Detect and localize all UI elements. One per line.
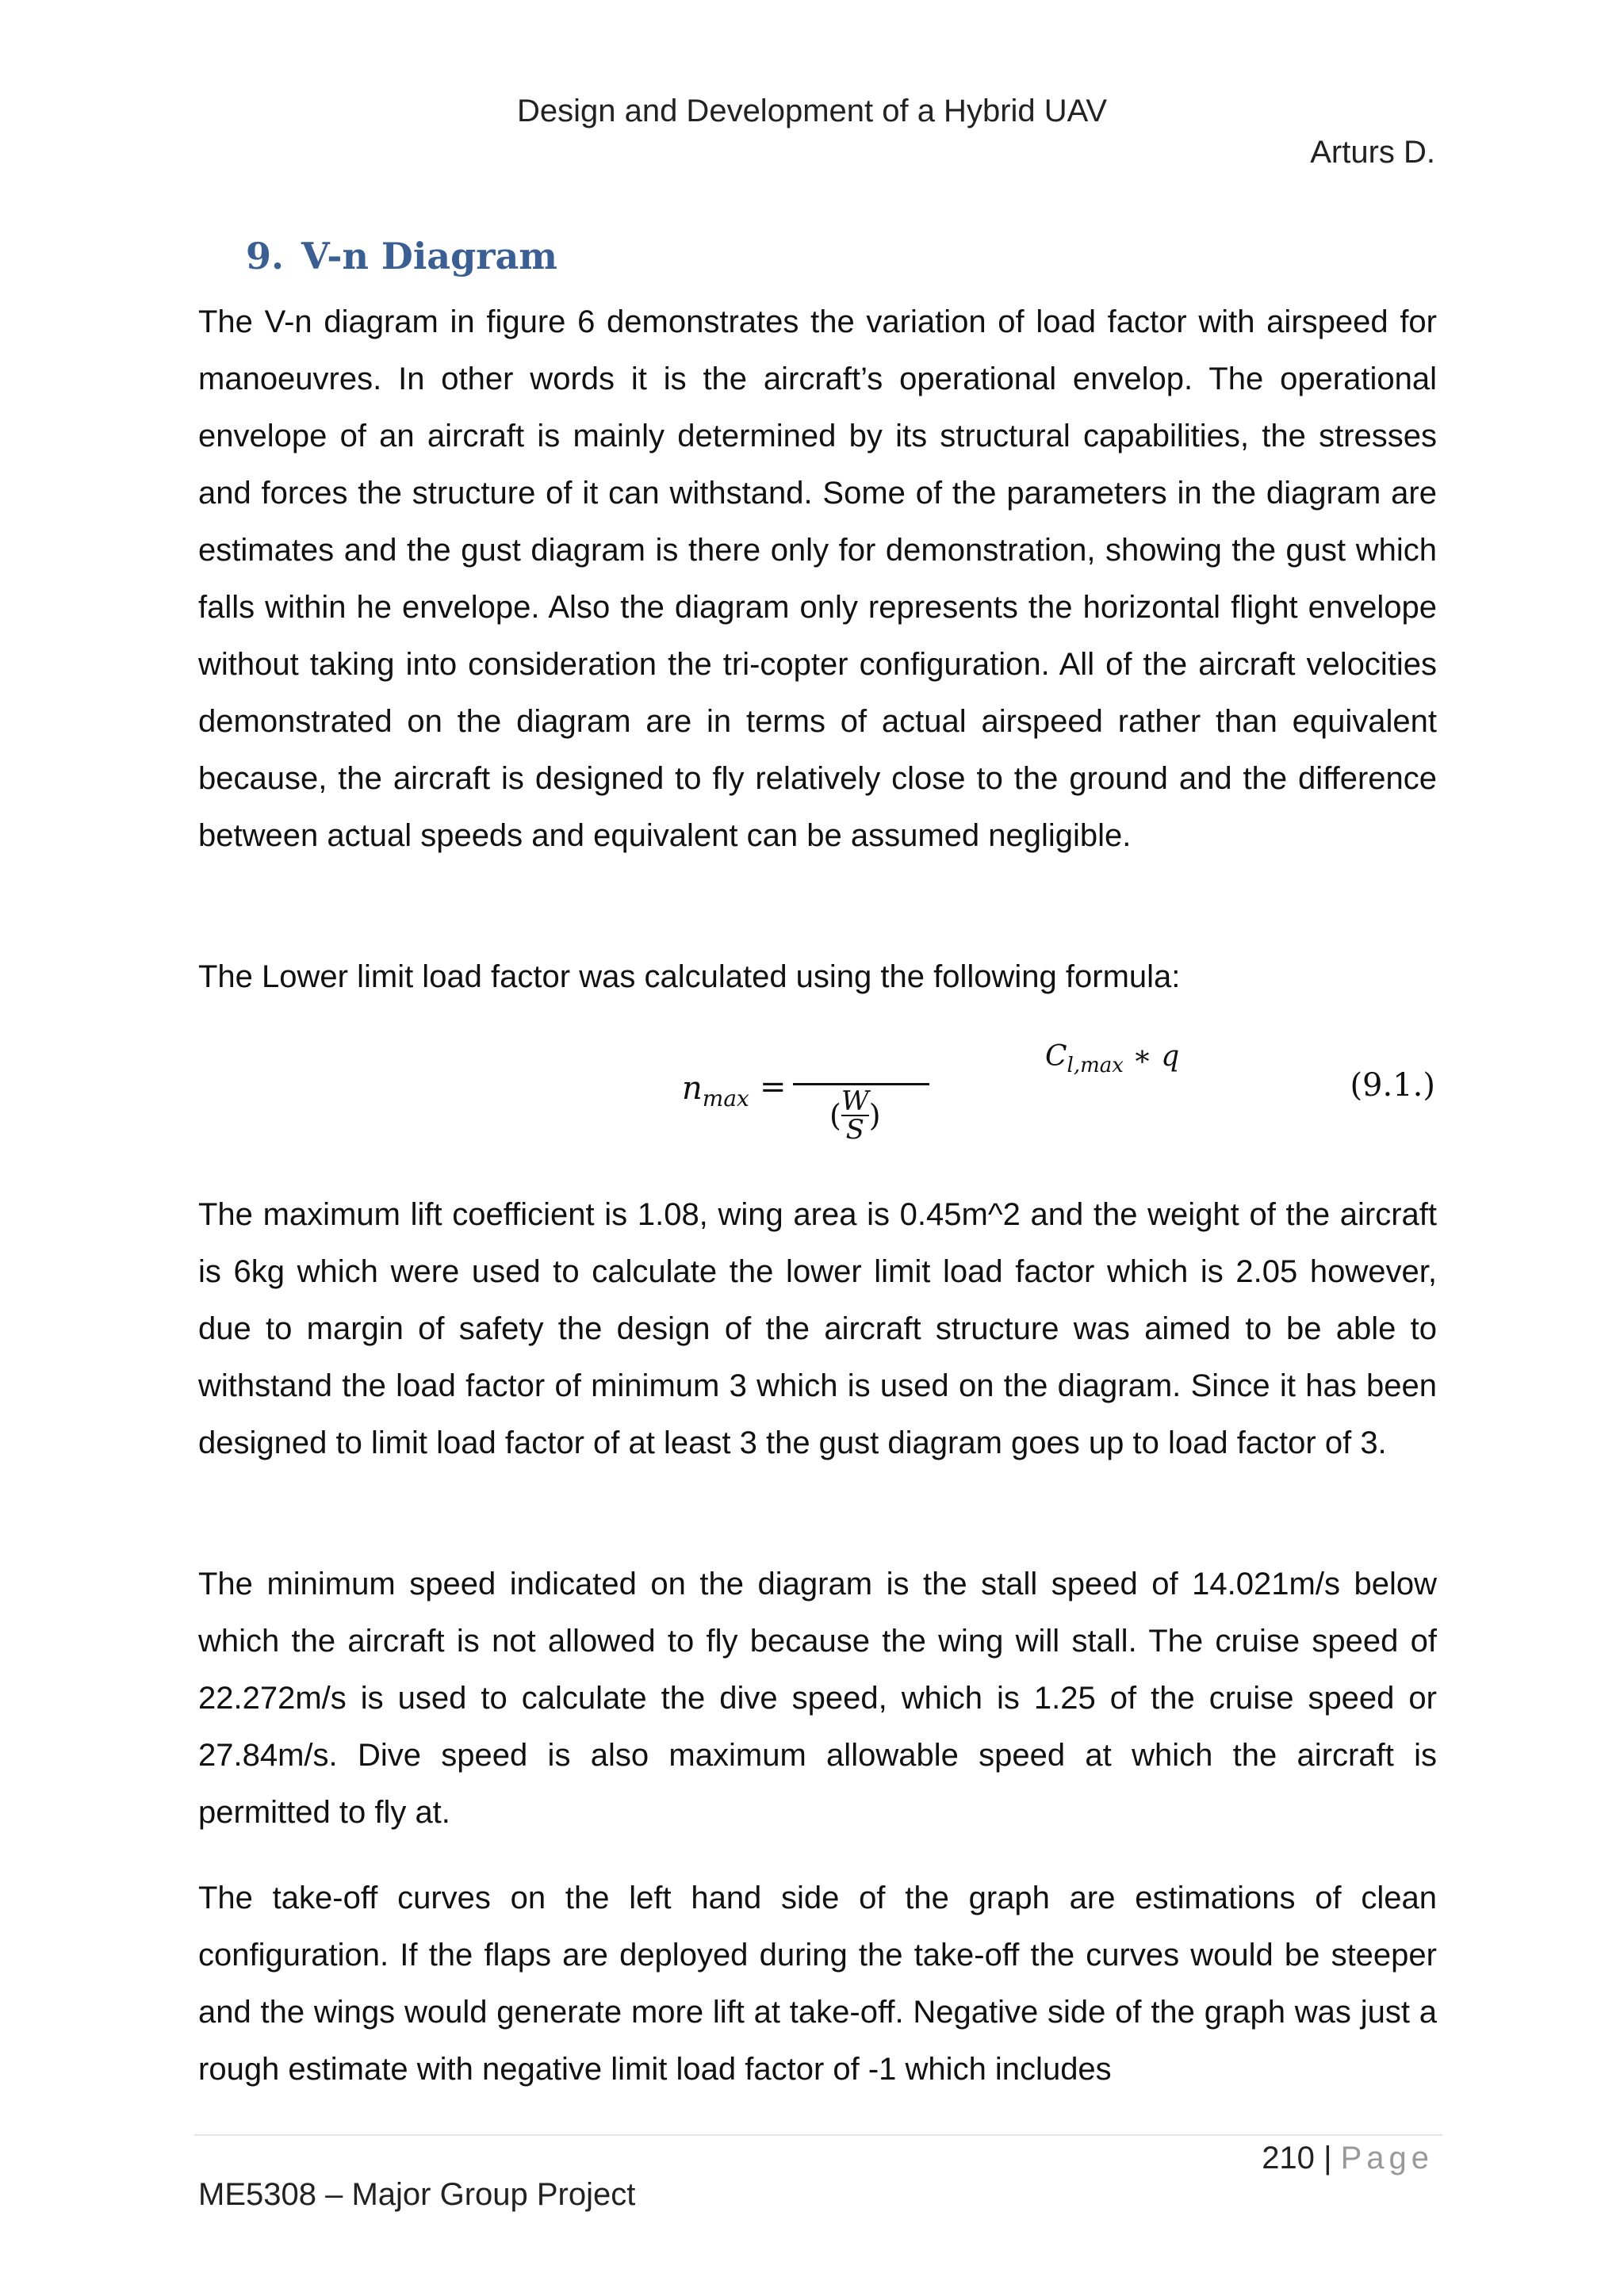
footer-divider bbox=[194, 2134, 1442, 2136]
paragraph-intro: The V-n diagram in figure 6 demonstrates the variation of load factor with airspeed for manoeuvres. In other words it is the aircraft’s operational envelop. The operational envelope of an aircraft is mainly determined by its structural capabilities, the stresses and forces the structure of it can withstand. Some of the parameters in the diagram are estimates and the gust diagram is there only for demonstration, showing the gust which falls within he envelope. Also the diagram only represents the horizontal flight envelope without taking into consideration the tri-copter configuration. All of the aircraft velocities demonstrated on the diagram are in terms of actual airspeed rather than equivalent because, the aircraft is designed to fly relatively close to the ground and the difference between actual speeds and equivalent can be assumed negligible. bbox=[198, 304, 1437, 853]
footer-course: ME5308 – Major Group Project bbox=[198, 2177, 636, 2212]
section-number: 9. bbox=[246, 235, 285, 277]
paragraph-formula-intro: The Lower limit load factor was calculated using the following formula: bbox=[198, 959, 1181, 994]
paragraph-take-off: The take-off curves on the left hand side of the graph are estimations of clean configuration. If the flaps are deployed during the take-off the curves would be steeper and the wings would generate more lift at take-off. Negative side of the graph was just a rough estimate with negative limit load factor of -1 which includes bbox=[198, 1881, 1437, 2087]
header-title: Design and Development of a Hybrid UAV bbox=[516, 94, 1108, 128]
header-author: Arturs D. bbox=[1310, 135, 1435, 170]
equation-numerator: $C_{l,max}$ ∗ q bbox=[1045, 1040, 1180, 1078]
paragraph-speeds: The minimum speed indicated on the diagram is the stall speed of 14.021m/s below which the aircraft is not allowed to fly because the wing will stall. The cruise speed of 22.272m/s is used to calculate the dive speed, which is 1.25 of the cruise speed or 27.84m/s. Dive speed is also maximum allowable speed at which the aircraft is permitted to fly at. bbox=[198, 1567, 1437, 1830]
equation-label: (9.1.) bbox=[1350, 1067, 1435, 1104]
equation-lhs: $n_{max}$ bbox=[682, 1070, 749, 1112]
equation-9-1 bbox=[0, 1031, 1624, 1158]
equation-denominator: ( $\frac{W}{S}$ ) bbox=[829, 1085, 881, 1146]
page-number: 210 | Page bbox=[1262, 2141, 1434, 2175]
section-heading bbox=[246, 235, 557, 277]
paragraph-load-factor: The maximum lift coefficient is 1.08, wing area is 0.45m^2 and the weight of the aircraft is 6kg which were used to calculate the lower limit load factor which is 2.05 however, due to margin of safety the design of the aircraft structure was aimed to be able to withstand the load factor of minimum 3 which is used on the diagram. Since it has been designed to limit load factor of at least 3 the gust diagram goes up to load factor of 3. bbox=[198, 1197, 1437, 1460]
section-title: V-n Diagram bbox=[301, 235, 557, 277]
equation-equals: = bbox=[760, 1069, 787, 1105]
